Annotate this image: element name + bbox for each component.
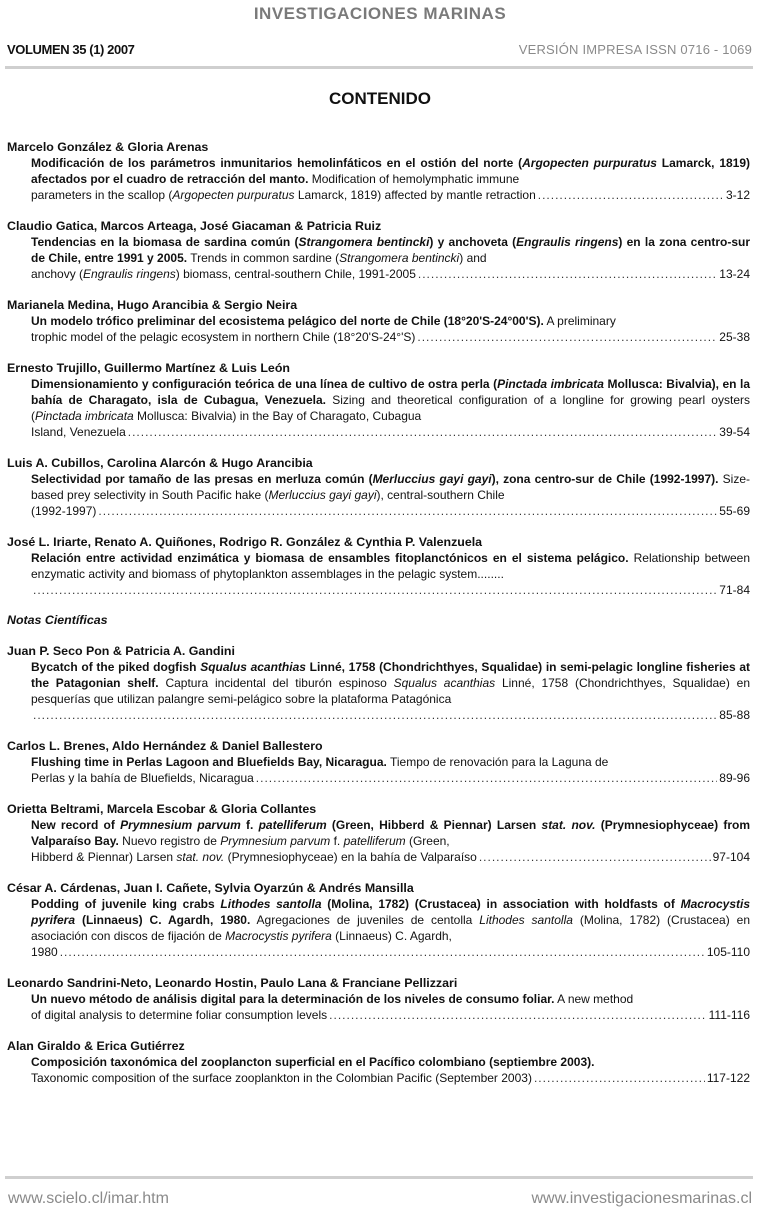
entry-page-line <box>7 266 750 282</box>
entry-last-line: (1992-1997) <box>31 504 97 518</box>
dot-leader <box>98 503 717 519</box>
entry-page-line <box>7 582 750 598</box>
entry-authors: Carlos L. Brenes, Aldo Hernández & Daniel Ballestero <box>7 739 323 753</box>
dot-leader <box>418 266 717 282</box>
header-divider <box>5 66 753 69</box>
entry-page-line <box>7 424 750 440</box>
entry-page-line <box>7 187 750 203</box>
issn-label: VERSIÓN IMPRESA ISSN 0716 - 1069 <box>518 42 752 57</box>
entry-pages: 117-122 <box>706 1071 750 1085</box>
dot-leader <box>33 707 717 723</box>
entry-pages: 71-84 <box>719 583 750 597</box>
entry-page-line <box>7 944 750 960</box>
entry-title: Relación entre actividad enzimática y biomasa de ensambles fitoplanctónicos en el sistema pelágico. Relationship between enzymatic activity and biomass of phytoplankton assemblages in the pelagic system........ <box>31 551 751 581</box>
dot-leader <box>128 424 718 440</box>
entry-page-line <box>7 503 750 519</box>
entry-page-line <box>7 1007 750 1023</box>
dot-leader <box>534 1070 705 1086</box>
entry-last-line: Perlas y la bahía de Bluefields, Nicaragua <box>31 771 254 785</box>
toc-entry <box>7 218 750 282</box>
entry-title: Un modelo trófico preliminar del ecosistema pelágico del norte de Chile (18°20'S-24°00'S). A preliminary <box>31 314 616 328</box>
entry-pages: 85-88 <box>719 708 750 722</box>
entry-page-line <box>7 770 750 786</box>
entry-pages: 97-104 <box>712 850 750 864</box>
entry-pages: 111-116 <box>708 1008 750 1022</box>
entry-title: Tendencias en la biomasa de sardina común (Strangomera bentincki) y anchoveta (Engraulis ringens) en la zona centro-sur de Chile, entre 1991 y 2005. Trends in common sardine (Strangomera bentincki) and <box>31 235 751 265</box>
entry-page-line <box>7 1070 750 1086</box>
entry-title: Composición taxonómica del zooplancton superficial en el Pacífico colombiano (septiembre 2003). <box>31 1055 595 1069</box>
entry-authors: Leonardo Sandrini-Neto, Leonardo Hostin, Paulo Lana & Franciane Pellizzari <box>7 976 458 990</box>
footer-divider <box>5 1176 753 1179</box>
entry-title: Modificación de los parámetros inmunitarios hemolinfáticos en el ostión del norte (Argopecten purpuratus Lamarck, 1819) afectados por el cuadro de retracción del manto. Modification of hemolymphatic immune <box>31 156 751 186</box>
toc-entry <box>7 360 750 440</box>
entry-pages: 105-110 <box>706 945 750 959</box>
entry-page-line <box>7 329 750 345</box>
entry-title: Flushing time in Perlas Lagoon and Bluefields Bay, Nicaragua. Tiempo de renovación para la Laguna de <box>31 755 609 769</box>
toc-entry <box>7 738 750 786</box>
toc-entry <box>7 643 750 723</box>
entry-last-line: parameters in the scallop (Argopecten purpuratus Lamarck, 1819) affected by mantle retraction <box>31 188 536 202</box>
table-of-contents <box>7 139 750 1101</box>
entry-title: Podding of juvenile king crabs Lithodes santolla (Molina, 1782) (Crustacea) in association with holdfasts of Macrocystis pyrifera (Linnaeus) C. Agardh, 1980. Agregaciones de juveniles de centolla Lithodes santolla (Molina, 1782) (Crustacea) en asociación con discos de fijación de Macrocystis pyrifera (Linnaeus) C. Agardh, <box>31 897 750 943</box>
toc-entry <box>7 455 750 519</box>
entry-authors: Marianela Medina, Hugo Arancibia & Sergio Neira <box>7 298 298 312</box>
entry-last-line: Island, Venezuela <box>31 425 126 439</box>
footer-url-journal[interactable]: www.investigacionesmarinas.cl <box>531 1190 752 1207</box>
toc-entry <box>7 1038 750 1086</box>
entry-pages: 55-69 <box>719 504 750 518</box>
dot-leader <box>60 944 705 960</box>
entry-pages: 39-54 <box>719 425 750 439</box>
section-heading: Notas Científicas <box>7 613 108 627</box>
page-title: CONTENIDO <box>329 89 431 108</box>
entry-page-line <box>7 707 750 723</box>
toc-entry <box>7 534 750 598</box>
entry-authors: César A. Cárdenas, Juan I. Cañete, Sylvia Oyarzún & Andrés Mansilla <box>7 881 414 895</box>
entry-title: Dimensionamiento y configuración teórica de una línea de cultivo de ostra perla (Pinctada imbricata Mollusca: Bivalvia), en la bahía de Charagato, isla de Cubagua, Venezuela. Sizing and theoretical configuration of a longline for growing pearl oysters (Pinctada imbricata Mollusca: Bivalvia) in the Bay of Charagato, Cubagua <box>31 377 750 423</box>
entry-pages: 25-38 <box>719 330 750 344</box>
toc-entry <box>7 801 750 865</box>
toc-entry <box>7 139 750 203</box>
footer-url-scielo[interactable]: www.scielo.cl/imar.htm <box>8 1190 169 1207</box>
entry-authors: Juan P. Seco Pon & Patricia A. Gandini <box>7 644 235 658</box>
entry-title: Bycatch of the piked dogfish Squalus acanthias Linné, 1758 (Chondrichthyes, Squalidae) in semi-pelagic longline fisheries at the Patagonian shelf. Captura incidental del tiburón espinoso Squalus acanthias Linné, 1758 (Chondrichthyes, Squalidae) en pesquerías que utilizan palangre semi-pelágico sobre la plataforma Patagónica <box>31 660 751 706</box>
notes-list <box>7 643 750 1086</box>
entry-last-line: anchovy (Engraulis ringens) biomass, central-southern Chile, 1991-2005 <box>31 267 416 281</box>
entry-page-line <box>7 849 750 865</box>
entry-title: Selectividad por tamaño de las presas en merluza común (Merluccius gayi gayi), zona centro-sur de Chile (1992-1997). Size-based prey selectivity in South Pacific hake (Merluccius gayi gayi), central-southern Chile <box>31 472 750 502</box>
entry-authors: Marcelo González & Gloria Arenas <box>7 140 209 154</box>
journal-name: INVESTIGACIONES MARINAS <box>253 4 507 23</box>
entry-authors: Ernesto Trujillo, Guillermo Martínez & Luis León <box>7 361 290 375</box>
entry-title: Un nuevo método de análisis digital para la determinación de los niveles de consumo foliar. A new method <box>31 992 634 1006</box>
dot-leader <box>329 1007 706 1023</box>
dot-leader <box>256 770 718 786</box>
entry-pages: 89-96 <box>719 771 750 785</box>
entry-last-line: Hibberd & Piennar) Larsen stat. nov. (Prymnesiophyceae) en la bahía de Valparaíso <box>31 850 477 864</box>
entry-last-line: of digital analysis to determine foliar consumption levels <box>31 1008 328 1022</box>
entry-pages: 13-24 <box>719 267 750 281</box>
entry-authors: José L. Iriarte, Renato A. Quiñones, Rodrigo R. González & Cynthia P. Valenzuela <box>7 535 483 549</box>
toc-entry <box>7 297 750 345</box>
entry-authors: Claudio Gatica, Marcos Arteaga, José Giacaman & Patricia Ruiz <box>7 219 382 233</box>
entry-authors: Orietta Beltrami, Marcela Escobar & Gloria Collantes <box>7 802 317 816</box>
volume-label: VOLUMEN 35 (1) 2007 <box>7 42 135 57</box>
toc-entry <box>7 975 750 1023</box>
dot-leader <box>538 187 724 203</box>
entry-last-line: Taxonomic composition of the surface zooplankton in the Colombian Pacific (September 2003) <box>31 1071 532 1085</box>
entry-authors: Alan Giraldo & Erica Gutiérrez <box>7 1039 185 1053</box>
article-list <box>7 139 750 598</box>
dot-leader <box>479 849 711 865</box>
dot-leader <box>33 582 717 598</box>
toc-entry <box>7 880 750 960</box>
entry-title: New record of Prymnesium parvum f. patelliferum (Green, Hibberd & Piennar) Larsen stat. nov. (Prymnesiophyceae) from Valparaíso Bay. Nuevo registro de Prymnesium parvum f. patelliferum (Green, <box>31 818 751 848</box>
entry-pages: 3-12 <box>725 188 750 202</box>
entry-last-line: 1980 <box>31 945 58 959</box>
entry-authors: Luis A. Cubillos, Carolina Alarcón & Hugo Arancibia <box>7 456 313 470</box>
dot-leader <box>417 329 717 345</box>
entry-last-line: trophic model of the pelagic ecosystem in northern Chile (18°20'S-24°'S) <box>31 330 416 344</box>
